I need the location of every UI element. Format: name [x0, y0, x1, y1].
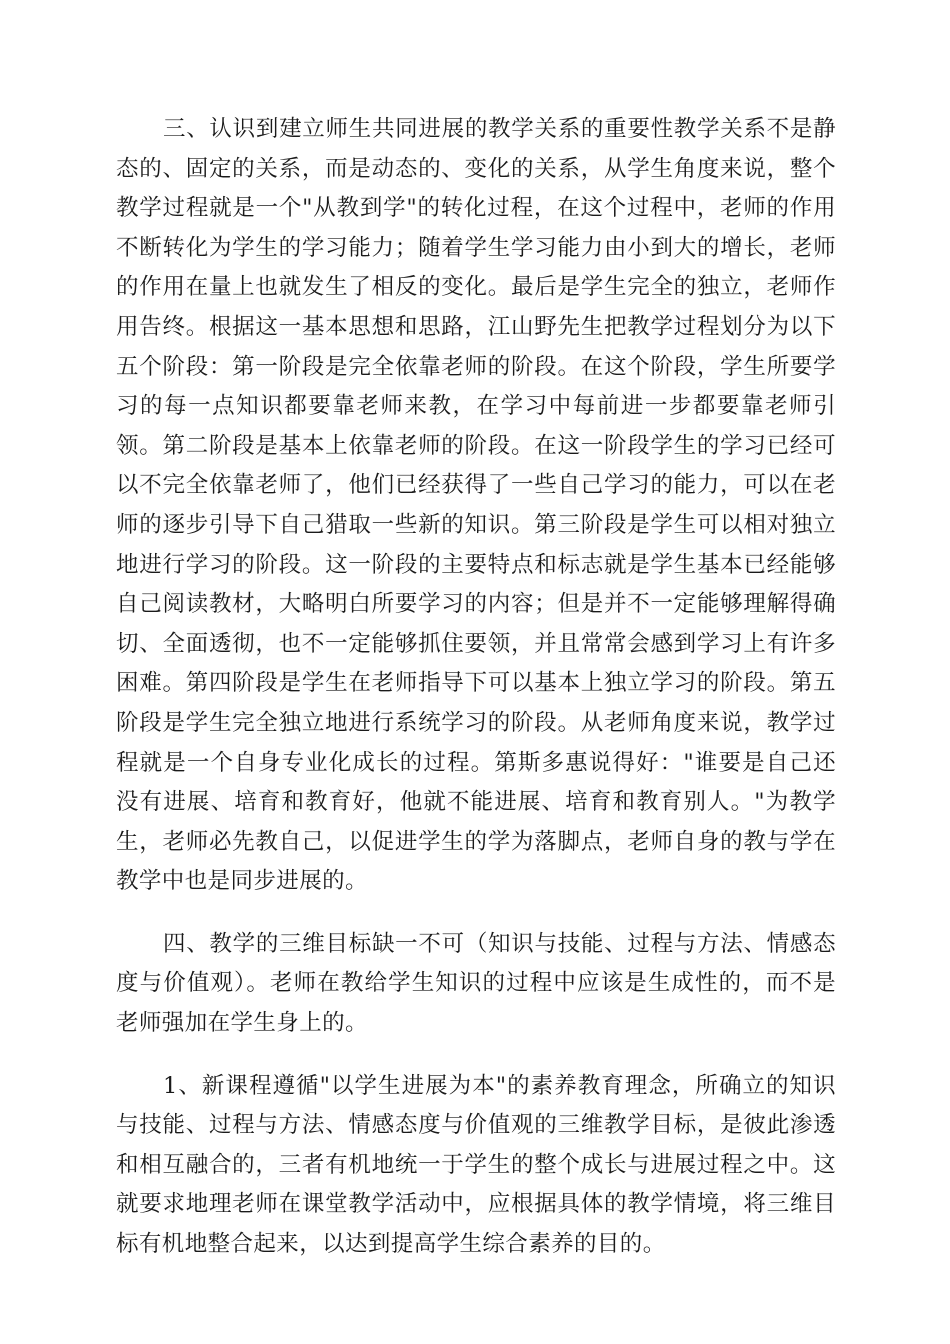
document-body	[116, 110, 836, 1265]
paragraph-section-four: 四、教学的三维目标缺一不可（知识与技能、过程与方法、情感态度与价值观）。老师在教给学生知识的过程中应该是生成性的，而不是老师强加在学生身上的。	[116, 930, 836, 1037]
paragraph-section-three: 三、认识到建立师生共同进展的教学关系的重要性教学关系不是静态的、固定的关系，而是动态的、变化的关系，从学生角度来说，整个教学过程就是一个"从教到学"的转化过程，在这个过程中，老师的作用不断转化为学生的学习能力；随着学生学习能力由小到大的增长，老师的作用在量上也就发生了相反的变化。最后是学生完全的独立，老师作用告终。根据这一基本思想和思路，江山野先生把教学过程划分为以下五个阶段：第一阶段是完全依靠老师的阶段。在这个阶段，学生所要学习的每一点知识都要靠老师来教，在学习中每前进一步都要靠老师引领。第二阶段是基本上依靠老师的阶段。在这一阶段学生的学习已经可以不完全依靠老师了，他们已经获得了一些自己学习的能力，可以在老师的逐步引导下自己猎取一些新的知识。第三阶段是学生可以相对独立地进行学习的阶段。这一阶段的主要特点和标志就是学生基本已经能够自己阅读教材，大略明白所要学习的内容；但是并不一定能够理解得确切、全面透彻，也不一定能够抓住要领，并且常常会感到学习上有许多困难。第四阶段是学生在老师指导下可以基本上独立学习的阶段。第五阶段是学生完全独立地进行系统学习的阶段。从老师角度来说，教学过程就是一个自身专业化成长的过程。第斯多惠说得好："谁要是自己还没有进展、培育和教育好，他就不能进展、培育和教育别人。"为教学生，老师必先教自己，以促进学生的学为落脚点，老师自身的教与学在教学中也是同步进展的。	[116, 116, 836, 895]
paragraph-item-one: 1、新课程遵循"以学生进展为本"的素养教育理念，所确立的知识与技能、过程与方法、情感态度与价值观的三维教学目标，是彼此渗透和相互融合的，三者有机地统一于学生的整个成长与进展过程之中。这就要求地理老师在课堂教学活动中，应根据具体的教学情境，将三维目标有机地整合起来，以达到提高学生综合素养的目的。	[116, 1072, 836, 1258]
